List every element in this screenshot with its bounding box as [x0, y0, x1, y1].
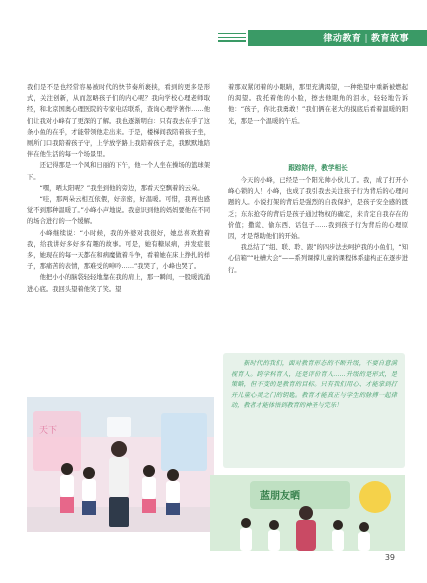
quote-box	[223, 353, 405, 468]
group-photo-illustration	[210, 475, 405, 551]
left-paragraph: 我们是不是也经常容易被时代的快节奏所裹挟，看到的更多是形式，关注创新，从而忽略孩子们的内心呢？我向学校心理老师取经，和北京国奥心理医院的专家电话联系，查询心理学著作……他们让我对小峰有了更深的了解。我也逐渐明白：只有我去在乎了这条小鱼的在乎，才能带领他走出来。于是，楼梯间我陪着孩子坐，厕所门口我陪着孩子守，上学放学路上我陪着孩子走，我默默地陪伴在他生活的每一个场景里。	[27, 84, 210, 159]
photo-banner-text: 蓝朋友晒	[260, 491, 300, 502]
photo-caption: 天下	[39, 426, 58, 436]
header-decoration-lines	[218, 33, 246, 43]
left-paragraph: 小峰继续说：“小时候，我的外婆对我很好，她总喜欢抱着我，给我讲好多好多有趣的故事。可是，她有糖尿病，并发症很多，她现在的每一天都在和病魔做着斗争，看着她在床上挣扎的样子，那痛苦的表情，那难受的呻吟……”我哭了，小峰也哭了。	[27, 229, 210, 271]
quote-text: 新时代的我们，面对教育形态的不断升级，不要自意满视育人。跨学科育人，还是评价育人……升级的是形式，是策略，但不变的是教育的目标。只有我们用心、才能掌到打开儿童心灵之门的钥匙。教育才能真正与学生的脉搏一起律动，教者才能体悟到教育的神圣与完乐！	[231, 360, 397, 410]
page-header	[0, 0, 427, 48]
header-title	[323, 31, 409, 44]
left-paragraph: “嘿，晒太阳呢？”我坐到他的旁边，那看天空飘着的云朵。	[39, 184, 204, 192]
left-paragraph: 他把小小的脑袋轻轻地靠在我的肩上，那一瞬间，一股暖流涌进心底。我回头望着他笑了笑。望	[27, 274, 210, 293]
left-column	[27, 82, 210, 295]
right-paragraph: 今天的小峰，已经是一个阳光帅小伙儿了。我，成了打开小峰心锁的人！小峰，也成了我引我去关注孩子行为背后的心理问题的人。小说打架的背后是强烈的自我保护，是孩子安全感的匮乏；东东抢夺的背后是孩子通过物权的确定，来肯定自我存在的价值；撒谎、偷东西、话包子……我到孩子行为背后的心理原因，才是帮助他们的开始。	[228, 177, 408, 241]
section-subheading: 跟踪陪伴，教学相长	[288, 164, 348, 172]
classroom-photo	[27, 397, 214, 532]
page-number: 39	[384, 553, 395, 562]
left-paragraph: 还记得那是一个风和日丽的下午，他一个人坐在操场的篮球架下。	[27, 162, 210, 181]
left-paragraph: “哇，那两朵云相互依偎，好亲密，好温暖。可惜，我再也感觉不到那种温暖了。”小峰小声地说。我意识到他的妈妈要他在不同的场合进行的一个缓解。	[27, 196, 210, 226]
right-column-top	[228, 82, 408, 127]
right-paragraph: 着那双紧闭着的小眼睛，那里充满渴望，一种绝望中重新被燃起的渴望。我托着他的小脸，擦去他眼角的泪水，轻轻地告诉他：“孩子，你比我勇敢！”我们俩在老大的摸底后看着温暖的阳光，那是一个温暖的午后。	[228, 84, 408, 125]
right-column-body	[228, 175, 408, 276]
header-separator: |	[364, 34, 368, 44]
header-column: 教育故事	[370, 34, 409, 44]
header-section: 律动教育	[323, 34, 362, 44]
right-paragraph: 我总结了“组、联、聆、跟”的四步法去呵护我的小鱼们，“知心信箱”“吐槽大会”——系列课撑儿童的课程体系建构正在逐步进行。	[228, 244, 408, 274]
classroom-photo-illustration	[27, 397, 214, 532]
group-photo	[210, 475, 405, 551]
